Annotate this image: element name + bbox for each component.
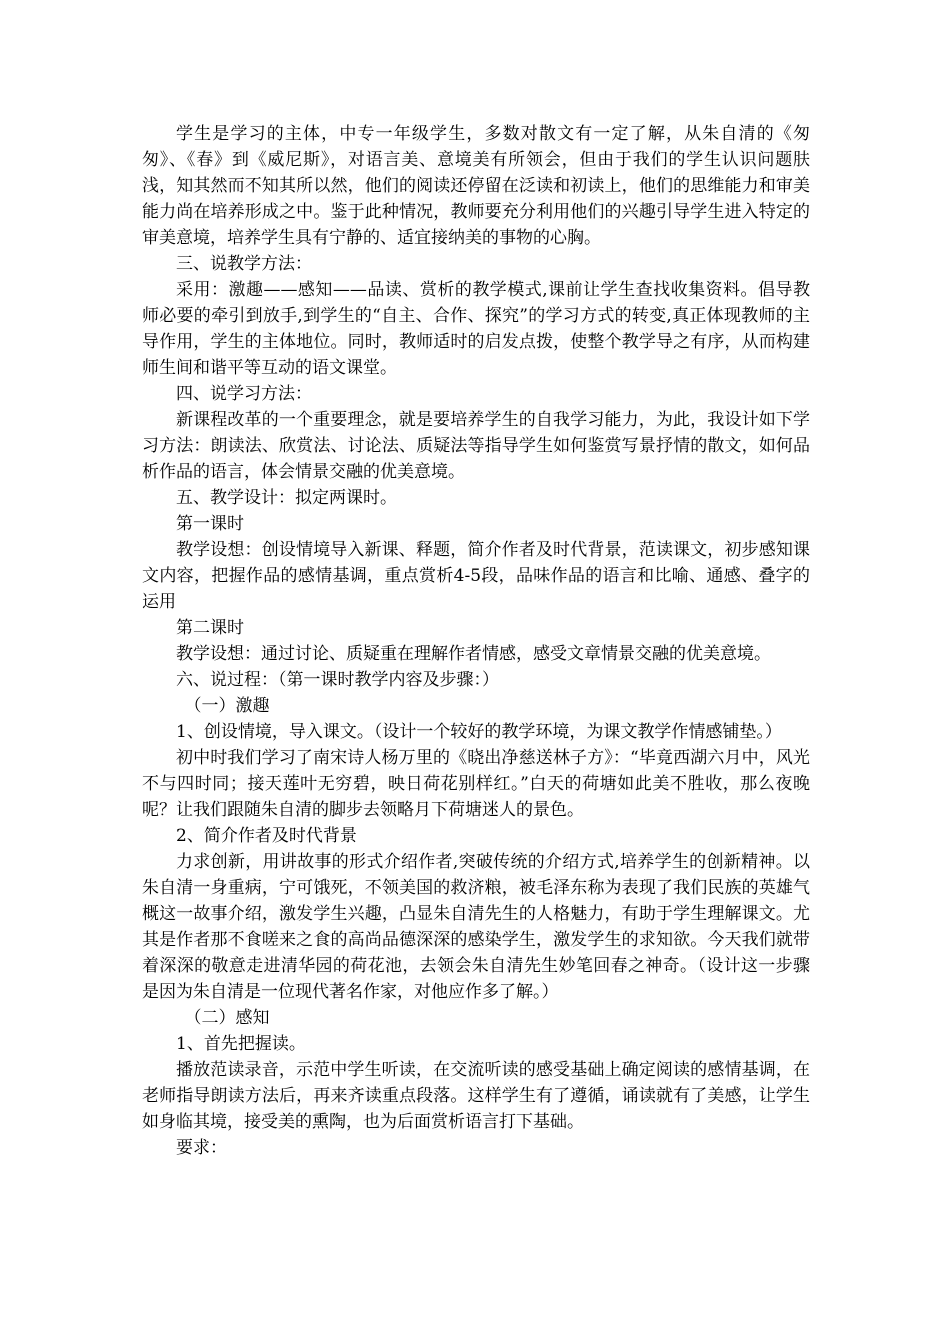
paragraph-learning-method: 新课程改革的一个重要理念，就是要培养学生的自我学习能力，为此，我设计如下学习方法：朗读法、欣赏法、讨论法、质疑法等指导学生如何鉴赏写景抒情的散文，如何品析作品的语言，体会情景交融的优美意境。 [142,410,810,482]
paragraph-create-situation: 1、创设情境，导入课文。（设计一个较好的教学环境，为课文教学作情感铺垫。） [176,722,782,742]
paragraph-second-lesson-plan: 教学设想：通过讨论、质疑重在理解作者情感，感受文章情景交融的优美意境。 [176,644,771,664]
paragraph-teaching-method: 采用：激趣——感知——品读、赏析的教学模式,课前让学生查找收集资料。倡导教师必要的牵引到放手,到学生的“自主、合作、探究”的学习方式的转变,真正体现教师的主导作用，学生的主体地位。同时，教师适时的启发点拨，使整个教学导之有序，从而构建师生间和谐平等互动的语文课堂。 [142,280,810,378]
paragraph-first-lesson-plan: 教学设想：创设情境导入新课、释题，简介作者及时代背景，范读课文，初步感知课文内容，把握作品的感情基调，重点赏析4-5段，品味作品的语言和比喻、通感、叠字的运用 [142,540,810,612]
heading-first-lesson: 第一课时 [176,514,244,534]
document-body [142,121,810,1161]
heading-teaching-design: 五、教学设计：拟定两课时。 [176,488,397,508]
heading-author-background: 2、简介作者及时代背景 [176,826,357,846]
paragraph-reading-method: 播放范读录音，示范中学生听读，在交流听读的感受基础上确定阅读的感情基调，在老师指导朗读方法后，再来齐读重点段落。这样学生有了遵循，诵读就有了美感，让学生如身临其境，接受美的熏陶，也为后面赏析语言打下基础。 [142,1060,810,1132]
paragraph-author-story: 力求创新，用讲故事的形式介绍作者,突破传统的介绍方式,培养学生的创新精神。以朱自清一身重病，宁可饿死，不领美国的救济粮，被毛泽东称为表现了我们民族的英雄气概这一故事介绍，激发学生兴趣，凸显朱自清先生的人格魅力，有助于学生理解课文。尤其是作者那不食嗟来之食的高尚品德深深的感染学生，激发学生的求知欲。今天我们就带着深深的敬意走进清华园的荷花池，去领会朱自清先生妙笔回春之神奇。（设计这一步骤是因为朱自清是一位现代著名作家，对他应作多了解。） [142,852,810,1002]
heading-process: 六、说过程：（第一课时教学内容及步骤：） [176,670,499,690]
heading-perception: （二）感知 [184,1008,270,1028]
paragraph-student-analysis: 学生是学习的主体，中专一年级学生，多数对散文有一定了解，从朱自清的《匆匆》、《春》到《威尼斯》，对语言美、意境美有所领会，但由于我们的学生认识问题肤浅，知其然而不知其所以然，他们的阅读还停留在泛读和初读上，他们的思维能力和审美能力尚在培养形成之中。鉴于此种情况，教师要充分利用他们的兴趣引导学生进入特定的审美意境，培养学生具有宁静的、适宜接纳美的事物的心胸。 [142,124,810,248]
heading-teaching-method: 三、说教学方法： [176,254,312,274]
heading-learning-method: 四、说学习方法： [176,384,312,404]
heading-requirements: 要求： [176,1138,227,1158]
heading-stimulate-interest: （一）激趣 [184,696,270,716]
heading-second-lesson: 第二课时 [176,618,244,638]
paragraph-poem-introduction: 初中时我们学习了南宋诗人杨万里的《晓出净慈送林子方》：“毕竟西湖六月中，风光不与四时同；接天莲叶无穷碧，映日荷花别样红。”白天的荷塘如此美不胜收，那么夜晚呢？让我们跟随朱自清的脚步去领略月下荷塘迷人的景色。 [142,748,810,820]
heading-reading: 1、首先把握读。 [176,1034,306,1054]
